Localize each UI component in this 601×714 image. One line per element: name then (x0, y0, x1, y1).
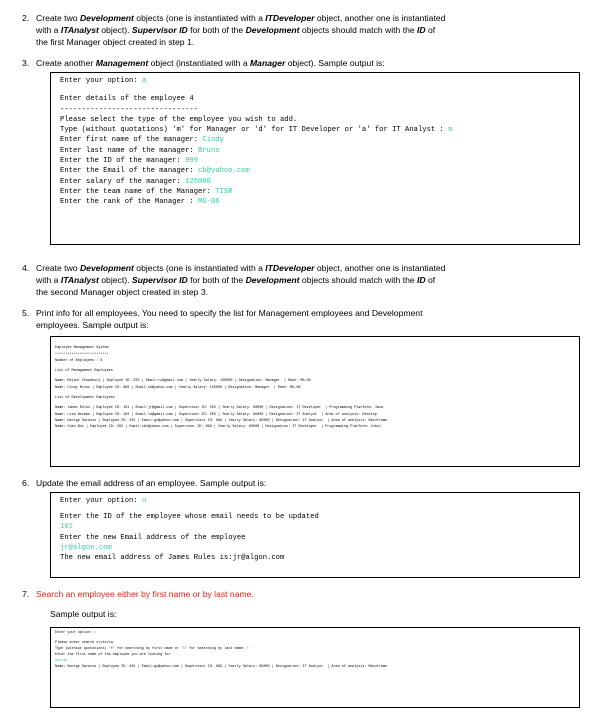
console-line (60, 76, 570, 86)
console-line (60, 197, 570, 207)
console-user-input: m (448, 126, 453, 135)
step-text-segment: Create two (36, 263, 80, 273)
console-line (60, 543, 570, 553)
step-text-segment: objects should match with the (299, 275, 418, 285)
console-output-text: Employee Management System (55, 346, 109, 351)
step-number: 3. (22, 58, 30, 68)
step-number: 5. (22, 308, 30, 318)
console-line (60, 105, 570, 115)
console-update-email (50, 492, 580, 578)
console-output-text: Name: Lisa Norman | Employee ID: 102 | Email:ld@gmail.com | Supervisor ID: 555 | Yearly Salary: 85000 | Designation: IT Analyst | Area of analysis: Desktop (55, 412, 377, 417)
console-output-text: Enter the ID of the employee whose email needs to be updated (60, 513, 319, 522)
console-user-input: Bruns (198, 146, 220, 155)
console-output-text: Please enter search criteria. (55, 641, 115, 646)
step-text-segment: Development (245, 275, 300, 285)
console-output-text: Enter the ID of the manager: (60, 157, 186, 166)
step-number: 6. (22, 478, 30, 488)
step-text-segment: Create another (36, 58, 96, 68)
step-text-segment: Development (79, 263, 134, 273)
step-7 (22, 588, 584, 600)
step-text (36, 477, 584, 489)
step-text-segment: ITAnalyst (60, 275, 99, 285)
step-6 (22, 477, 584, 489)
console-user-input: s (94, 631, 97, 635)
step-text-segment: object). (98, 275, 132, 285)
console-output-text: The new email address of James Rules is:jr@algon.com (60, 553, 285, 562)
step-text-segment: Create two (36, 13, 80, 23)
step-text (36, 57, 584, 69)
step-text-segment: for both of the (187, 275, 246, 285)
console-line (60, 146, 570, 156)
step-text-segment: objects should match with the (299, 25, 418, 35)
step-text-segment: Supervisor ID (131, 275, 188, 285)
console-output-text: Name: Cindy Bruns | Employee ID: 999 | Email:cb@yahoo.com | Yearly Salary: 125000 | Designation: Manager | Rank: MG-06 (55, 385, 301, 390)
step-text-segment: object, another one is instantiated (314, 13, 446, 23)
console-user-input: George (55, 659, 68, 664)
step-text (36, 588, 584, 600)
step-2 (22, 12, 584, 48)
step-4 (22, 262, 584, 298)
console-add-manager (50, 72, 580, 245)
step-text-segment: ID (417, 25, 426, 35)
console-output-text: Enter the new Email address of the employee (60, 533, 246, 542)
step-text-segment: with a (36, 275, 61, 285)
console-user-input: cb@yahoo.com (198, 167, 250, 176)
step-3 (22, 57, 584, 69)
step-text-segment: the second Manager object created in step 3. (36, 287, 208, 297)
console-output-text: Name: James Rules | Employee ID: 101 | Email:jr@gmail.com | Supervisor ID: 555 | Yearly Salary: 90000 | Designation: IT Developer | Programming Platform: Java (55, 406, 383, 411)
sample-output-label: Sample output is: (50, 609, 117, 619)
console-user-input: TISR (215, 187, 233, 196)
console-user-input: Cindy (202, 136, 224, 145)
console-output-text: Name: George Sarasin | Employee ID: 201 | Email:gs@yahoo.com | Supervisor ID: 999 | Yearly Salary: 85000 | Designation: IT Analyst | Area of analysis: Mainframe (55, 665, 388, 670)
console-output-text: Name: George Sarasin | Employee ID: 201 | Email:gs@yahoo.com | Supervisor ID: 999 | Yearly Salary: 85000 | Designation: IT Analyst | Area of analysis: Mainframe (55, 418, 388, 423)
step-text-segment: object). Sample output is: (285, 58, 385, 68)
console-line (60, 187, 570, 197)
step-text-segment: with a (36, 25, 61, 35)
console-line (60, 166, 570, 176)
console-line (60, 156, 570, 166)
step-text-segment: objects (one is instantiated with a (133, 13, 266, 23)
step-text-segment: employees. Sample output is: (36, 320, 149, 330)
console-line (60, 496, 570, 506)
console-line (60, 512, 570, 522)
console-line (60, 125, 570, 135)
console-output-text: Enter the team name of the Manager: (60, 187, 216, 196)
console-output-text: Name: Rejaul Chowdhury | Employee ID: 555 | Email:rc@gmail.com | Yearly Salary: 120000 | Designation: Manager | Rank: MG-05 (55, 379, 311, 384)
console-user-input: 101 (60, 523, 73, 532)
step-text-segment: the first Manager object created in step 1. (36, 37, 195, 47)
step-5 (22, 307, 584, 331)
console-output-text: Enter salary of the manager: (60, 177, 186, 186)
console-blank-line (60, 86, 570, 94)
console-line (60, 115, 570, 125)
console-output-text: List of Management Employees (55, 369, 113, 374)
console-user-input: f (246, 647, 249, 652)
console-line (60, 177, 570, 187)
console-print-employees (50, 336, 580, 467)
step-number: 7. (22, 589, 30, 599)
console-output-text: Please select the type of the employee you wish to add. (60, 115, 298, 124)
step-text-segment: objects (one is instantiated with a (133, 263, 266, 273)
step-text-segment: for both of the (187, 25, 246, 35)
step-text (36, 12, 584, 48)
step-text-segment: Print info for all employees. You need to specify the list for Management employees and Development (36, 308, 423, 318)
step-text-segment: of (425, 275, 436, 285)
step-text-segment: Management (95, 58, 149, 68)
step-text-segment: Manager (250, 58, 286, 68)
step-number: 2. (22, 13, 30, 23)
step-number: 4. (22, 263, 30, 273)
console-line (60, 533, 570, 543)
console-output-text: Type (without quotations) 'm' for Manager or 'd' for IT Developer or 'a' for IT Analyst : (60, 126, 449, 135)
console-output-text: Number of Employees : 6 (55, 358, 103, 363)
console-line (60, 553, 570, 563)
step-text-segment: Development (79, 13, 134, 23)
console-user-input: jr@algon.com (60, 543, 112, 552)
step-text-segment: object (instantiated with a (148, 58, 250, 68)
console-user-input: 999 (185, 157, 199, 166)
step-text (36, 307, 584, 331)
console-output-text: - (55, 340, 58, 344)
console-output-text: Enter last name of the manager: (60, 146, 199, 155)
step-text-segment: object, another one is instantiated (314, 263, 446, 273)
step-text (36, 262, 584, 298)
console-output-text: Enter your option: (55, 631, 95, 635)
step-text-segment: ITDeveloper (265, 263, 315, 273)
console-user-input: 125000 (185, 177, 211, 186)
step-text-segment: ITDeveloper (265, 13, 315, 23)
step-text-segment: Supervisor ID (131, 25, 188, 35)
step-text-segment: Search an employee either by first name or by last name. (36, 589, 254, 599)
step-text-segment: ITAnalyst (60, 25, 99, 35)
console-output-text: Enter your option: (60, 77, 142, 85)
console-user-input: MG-06 (198, 198, 220, 207)
console-output-text: Enter your option: (60, 497, 142, 505)
console-output-text: Type (without quotations) 'f' for searching by first name or 'l' for searching by last name: (55, 647, 247, 652)
step-text-segment: Update the email address of an employee. Sample output is: (36, 478, 267, 488)
console-output-text: Enter the rank of the Manager : (60, 198, 199, 207)
console-line (60, 94, 570, 104)
step-text-segment: Development (245, 25, 300, 35)
console-line (55, 664, 575, 670)
console-output-text: ************************** (55, 352, 109, 357)
step-text-segment: object). (98, 25, 132, 35)
step-text-segment: of (425, 25, 436, 35)
console-user-input: a (141, 77, 147, 85)
console-output-text: Enter details of the employee 4 (60, 95, 194, 104)
console-line (60, 135, 570, 145)
console-output-text: Name: Chan Bui | Employee ID: 202 | Email:cb1@yahoo.com | Supervisor ID: 999 | Yearly Salary: 80000 | Designation: IT Developer | Programming Platform: Cobol (55, 425, 381, 430)
console-line (60, 522, 570, 532)
console-line (55, 424, 575, 430)
console-search-employee (50, 627, 580, 708)
console-output-text: List of Development Employees (55, 396, 115, 401)
console-user-input: u (141, 497, 147, 505)
console-output-text: Enter the Email of the manager: (60, 167, 199, 176)
console-output-text: Enter the first name of the employee you are looking for (55, 653, 171, 658)
console-output-text: Enter first name of the manager: (60, 136, 203, 145)
step-text-segment: ID (417, 275, 426, 285)
console-output-text: -------------------------------- (60, 105, 199, 114)
